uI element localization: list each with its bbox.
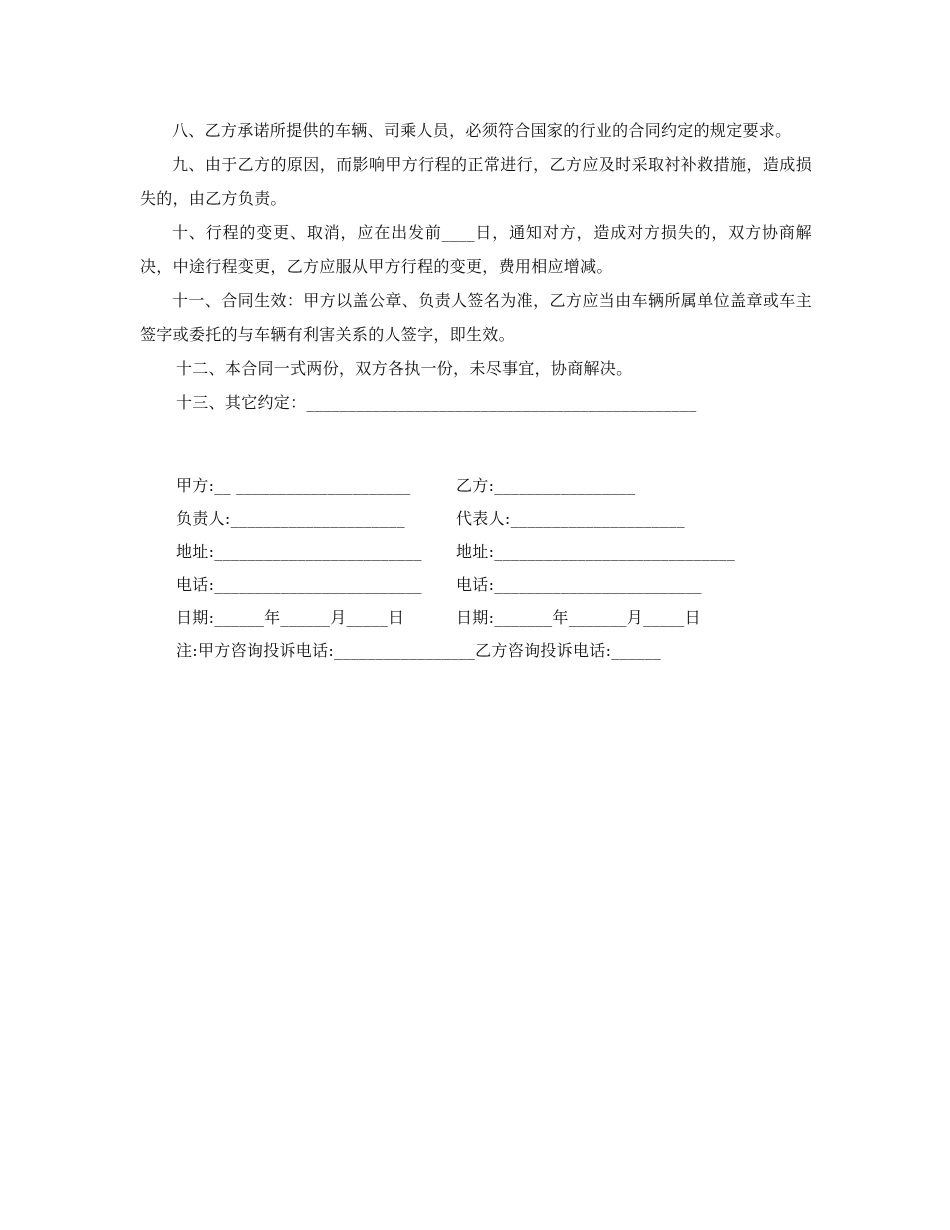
date-b-field: 日期:_______年_______月_____日 [456,608,701,627]
complaint-note [176,628,735,661]
phone-b-field: 电话:_________________________ [456,575,702,594]
complaint-note-text: 注:甲方咨询投诉电话:_________________乙方咨询投诉电话:______ [176,641,662,660]
date-a-field: 日期:______年______月_____日 [176,608,405,627]
clause-12: 十二、本合同一式两份，双方各执一份，未尽事宜，协商解决。 [176,359,633,378]
address-a-field: 地址:_________________________ [176,542,422,561]
clause-8: 八、乙方承诺所提供的车辆、司乘人员，必须符合国家的行业的合同约定的规定要求。 [172,121,792,140]
contract-clauses [140,114,812,420]
clause-9: 九、由于乙方的原因，而影响甲方行程的正常进行，乙方应及时采取衬补救措施，造成损失的，由乙方负责。 [140,155,812,208]
signature-row-address [176,529,735,562]
address-b-field: 地址:_____________________________ [456,542,735,561]
signature-row-phone [176,562,735,595]
phone-a-field: 电话:_________________________ [176,575,422,594]
signature-block [176,463,735,661]
signature-row-persons [176,496,735,529]
clause-10: 十、行程的变更、取消，应在出发前____日，通知对方，造成对方损失的，双方协商解决，中途行程变更，乙方应服从甲方行程的变更，费用相应增减。 [140,223,812,276]
clause-13: 十三、其它约定：_______________________________________________ [176,393,697,412]
responsible-person-field: 负责人:_____________________ [176,509,405,528]
signature-row-parties [176,463,735,496]
signature-row-date [176,595,735,628]
party-b-field: 乙方:_________________ [456,476,636,495]
representative-field: 代表人:_____________________ [456,509,685,528]
clause-11: 十一、合同生效：甲方以盖公章、负责人签名为准，乙方应当由车辆所属单位盖章或车主签字或委托的与车辆有利害关系的人签字，即生效。 [140,291,812,344]
party-a-field: 甲方:__ _____________________ [176,476,411,495]
